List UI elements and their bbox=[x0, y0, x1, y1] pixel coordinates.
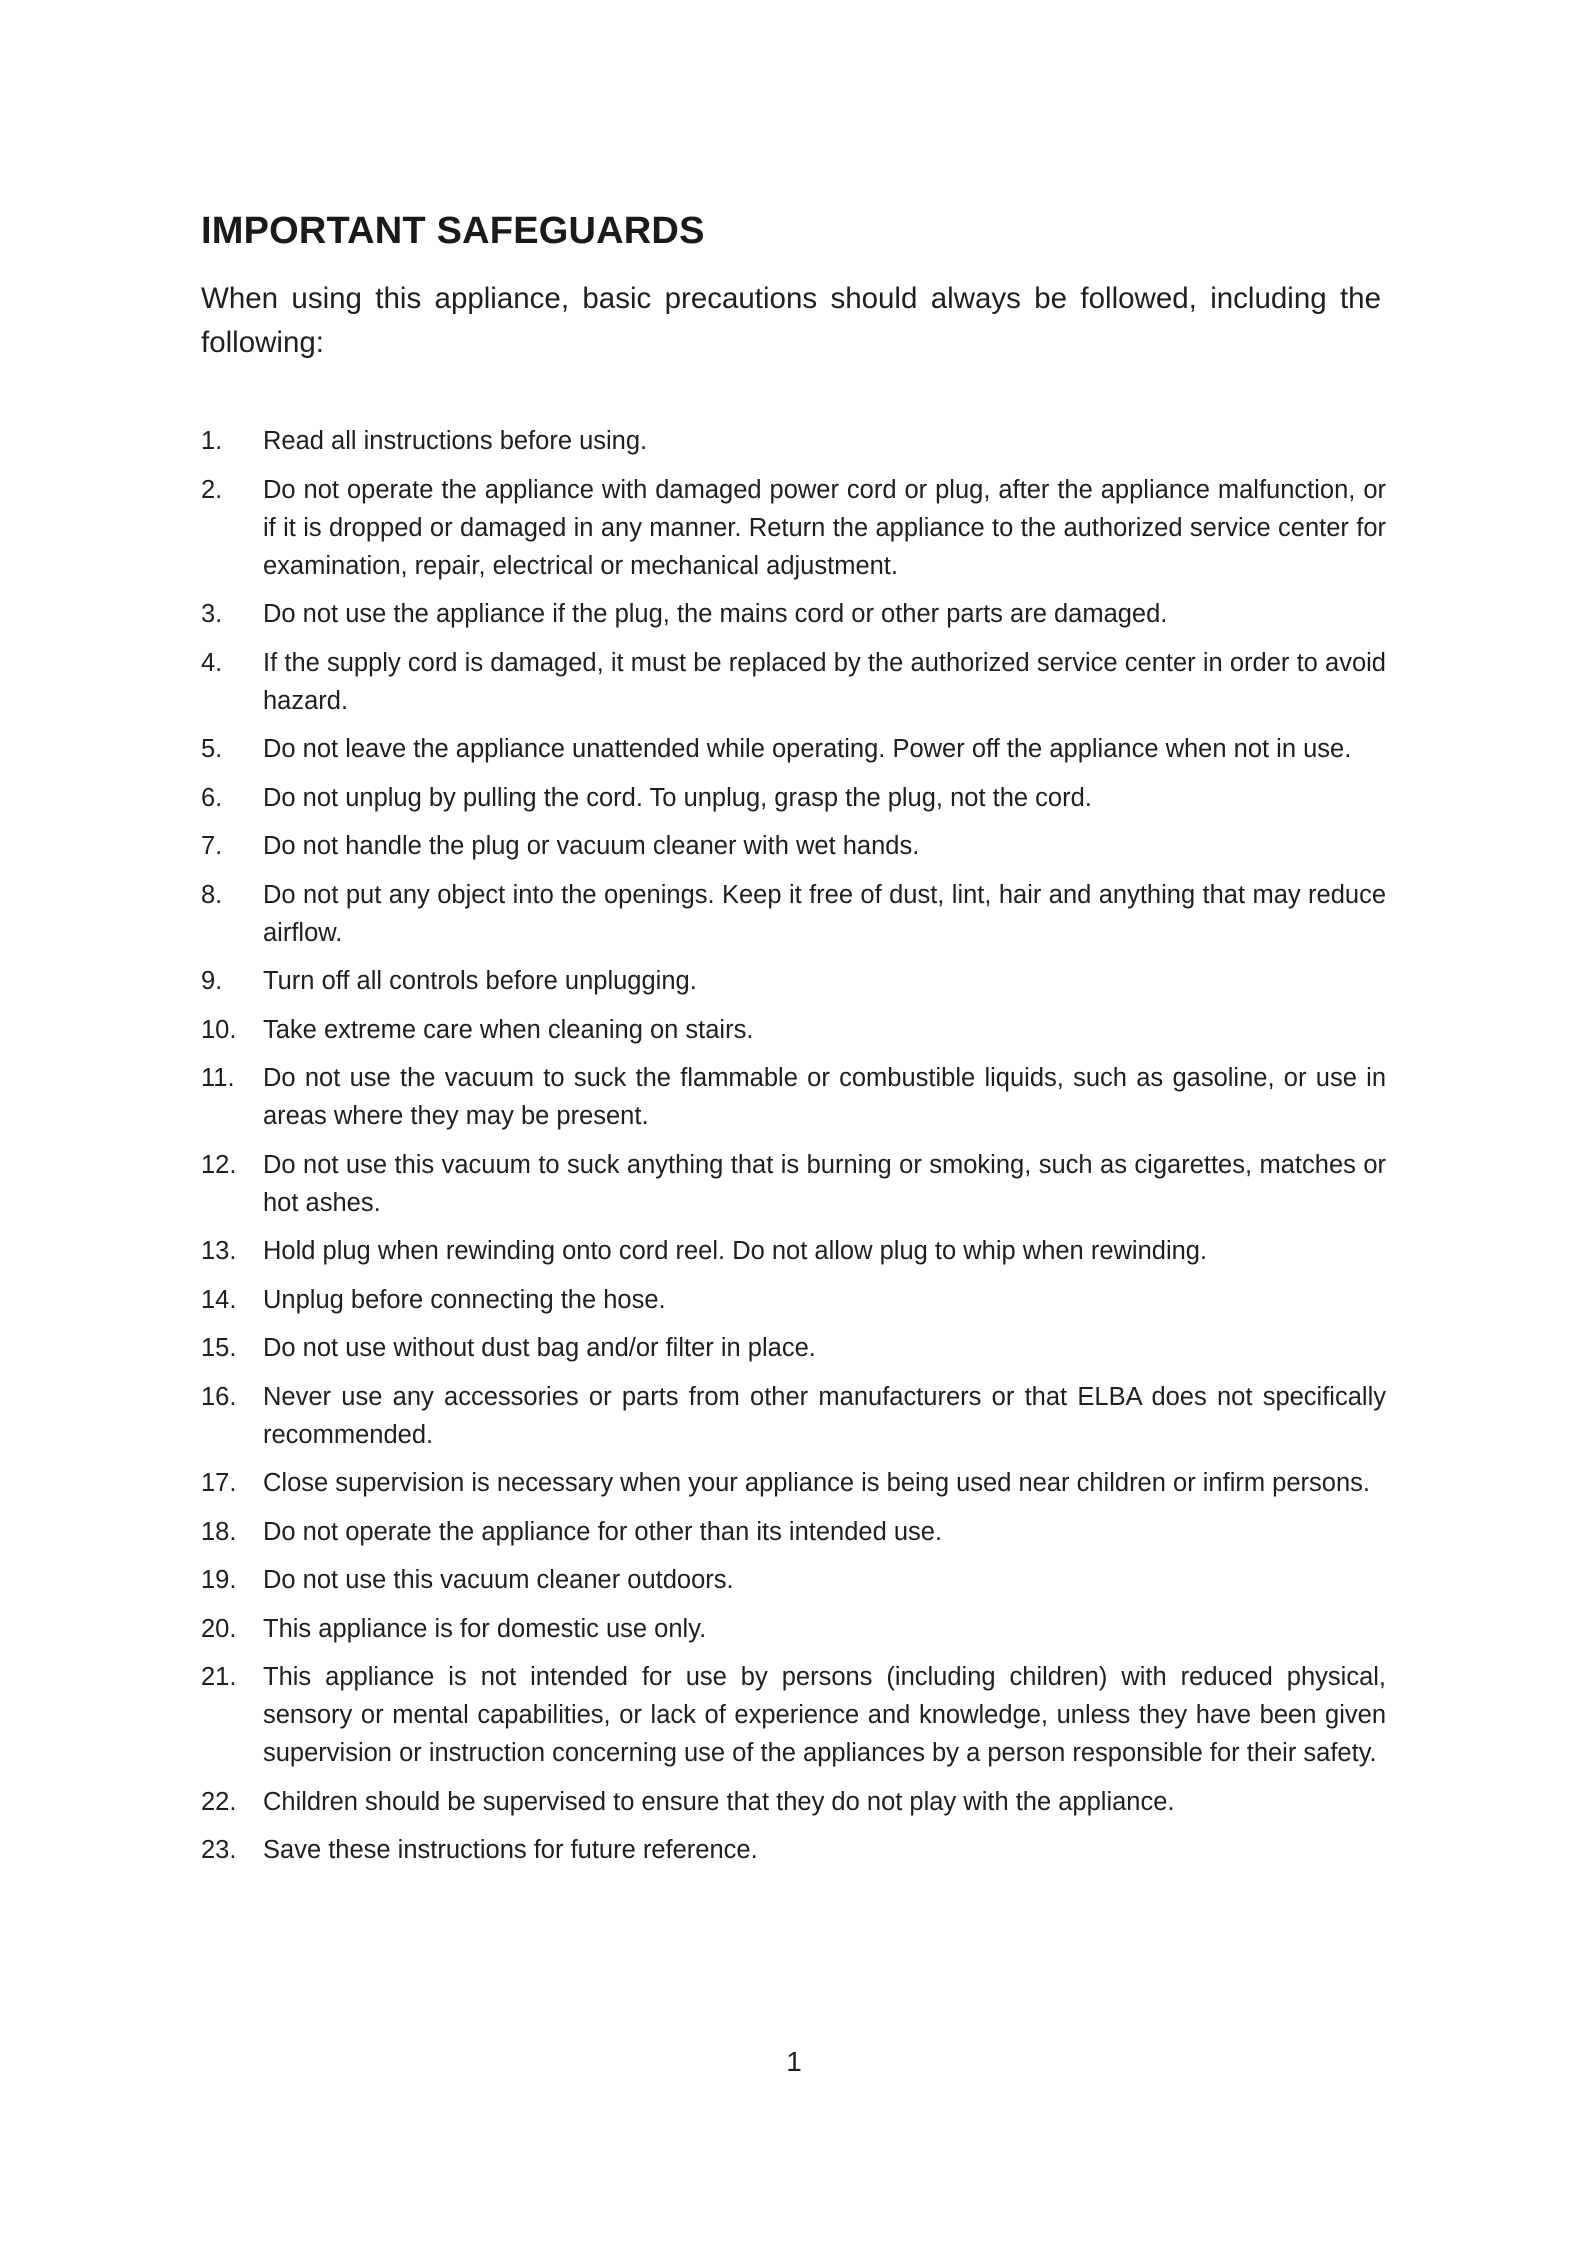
list-item bbox=[201, 876, 1386, 952]
item-text: This appliance is for domestic use only. bbox=[263, 1614, 707, 1643]
item-number: 5. bbox=[201, 735, 223, 763]
item-number: 13. bbox=[201, 1237, 237, 1265]
item-number: 15. bbox=[201, 1334, 237, 1362]
page-number: 1 bbox=[786, 2046, 802, 2077]
list-item bbox=[201, 471, 1386, 585]
item-text: This appliance is not intended for use by persons (including children) with reduced physical, sensory or mental capabilities, or lack of experience and knowledge, unless they have been given supervision or instruction concerning use of the appliances by a person responsible for their safety. bbox=[263, 1663, 1386, 1767]
item-text: Do not leave the appliance unattended while operating. Power off the appliance when not in use. bbox=[263, 735, 1352, 763]
item-text: Do not handle the plug or vacuum cleaner with wet hands. bbox=[263, 832, 920, 860]
item-text: Do not operate the appliance with damaged power cord or plug, after the appliance malfunction, or if it is dropped or damaged in any manner. Return the appliance to the authorized service center for examination, repair, electrical or mechanical adjustment. bbox=[263, 475, 1386, 580]
item-number: 6. bbox=[201, 783, 223, 812]
page-title: IMPORTANT SAFEGUARDS bbox=[201, 210, 705, 252]
item-number: 23. bbox=[201, 1836, 237, 1864]
intro-paragraph: When using this appliance, basic precautions should always be followed, including the following: bbox=[201, 282, 1381, 359]
list-item bbox=[201, 1146, 1386, 1222]
item-number: 4. bbox=[201, 648, 223, 677]
item-text: Do not unplug by pulling the cord. To unplug, grasp the plug, not the cord. bbox=[263, 783, 1092, 812]
list-item bbox=[201, 1378, 1386, 1454]
item-text: Save these instructions for future reference. bbox=[263, 1836, 758, 1864]
item-number: 12. bbox=[201, 1150, 237, 1179]
list-item bbox=[201, 1011, 1386, 1049]
list-item bbox=[201, 1059, 1386, 1135]
item-text: Unplug before connecting the hose. bbox=[263, 1285, 666, 1314]
list-item bbox=[201, 1610, 1386, 1648]
item-text: Children should be supervised to ensure that they do not play with the appliance. bbox=[263, 1787, 1175, 1816]
item-text: Read all instructions before using. bbox=[263, 427, 648, 455]
list-item bbox=[201, 422, 1386, 460]
item-number: 16. bbox=[201, 1382, 237, 1411]
list-item bbox=[201, 1464, 1386, 1502]
item-text: Do not use without dust bag and/or filter in place. bbox=[263, 1334, 816, 1362]
list-item bbox=[201, 1513, 1386, 1551]
safeguards-list bbox=[201, 422, 1386, 1880]
item-number: 9. bbox=[201, 967, 223, 995]
list-item bbox=[201, 1561, 1386, 1599]
item-number: 3. bbox=[201, 600, 223, 628]
item-number: 1. bbox=[201, 427, 223, 455]
list-item bbox=[201, 779, 1386, 817]
item-text: Do not put any object into the openings. Keep it free of dust, lint, hair and anything that may reduce airflow. bbox=[263, 880, 1386, 947]
item-number: 8. bbox=[201, 880, 223, 909]
item-number: 22. bbox=[201, 1787, 237, 1816]
item-text: Close supervision is necessary when your appliance is being used near children or infirm persons. bbox=[263, 1469, 1370, 1497]
item-text: Do not use the appliance if the plug, the mains cord or other parts are damaged. bbox=[263, 600, 1168, 628]
list-item bbox=[201, 595, 1386, 633]
list-item bbox=[201, 1329, 1386, 1367]
item-number: 18. bbox=[201, 1517, 237, 1546]
list-item bbox=[201, 1232, 1386, 1270]
item-number: 14. bbox=[201, 1285, 237, 1314]
list-item bbox=[201, 644, 1386, 720]
item-text: Do not use the vacuum to suck the flammable or combustible liquids, such as gasoline, or use in areas where they may be present. bbox=[263, 1064, 1386, 1130]
list-item bbox=[201, 1783, 1386, 1821]
item-number: 2. bbox=[201, 475, 223, 504]
list-item bbox=[201, 1281, 1386, 1319]
list-item bbox=[201, 1658, 1386, 1772]
item-number: 17. bbox=[201, 1469, 237, 1497]
item-number: 21. bbox=[201, 1663, 237, 1691]
item-number: 7. bbox=[201, 832, 223, 860]
list-item bbox=[201, 827, 1386, 865]
item-text: Hold plug when rewinding onto cord reel. Do not allow plug to whip when rewinding. bbox=[263, 1237, 1208, 1265]
list-item bbox=[201, 1831, 1386, 1869]
item-text: If the supply cord is damaged, it must be replaced by the authorized service center in order to avoid hazard. bbox=[263, 648, 1386, 715]
item-text: Take extreme care when cleaning on stairs. bbox=[263, 1015, 754, 1044]
item-text: Do not use this vacuum to suck anything that is burning or smoking, such as cigarettes, matches or hot ashes. bbox=[263, 1150, 1386, 1217]
item-number: 10. bbox=[201, 1015, 237, 1044]
item-text: Never use any accessories or parts from other manufacturers or that ELBA does not specifically recommended. bbox=[263, 1382, 1386, 1449]
item-number: 20. bbox=[201, 1614, 237, 1643]
list-item bbox=[201, 730, 1386, 768]
item-text: Do not operate the appliance for other than its intended use. bbox=[263, 1517, 943, 1546]
item-text: Turn off all controls before unplugging. bbox=[263, 967, 697, 995]
item-text: Do not use this vacuum cleaner outdoors. bbox=[263, 1566, 734, 1594]
item-number: 19. bbox=[201, 1566, 237, 1594]
item-number: 11. bbox=[201, 1064, 235, 1092]
list-item bbox=[201, 962, 1386, 1000]
